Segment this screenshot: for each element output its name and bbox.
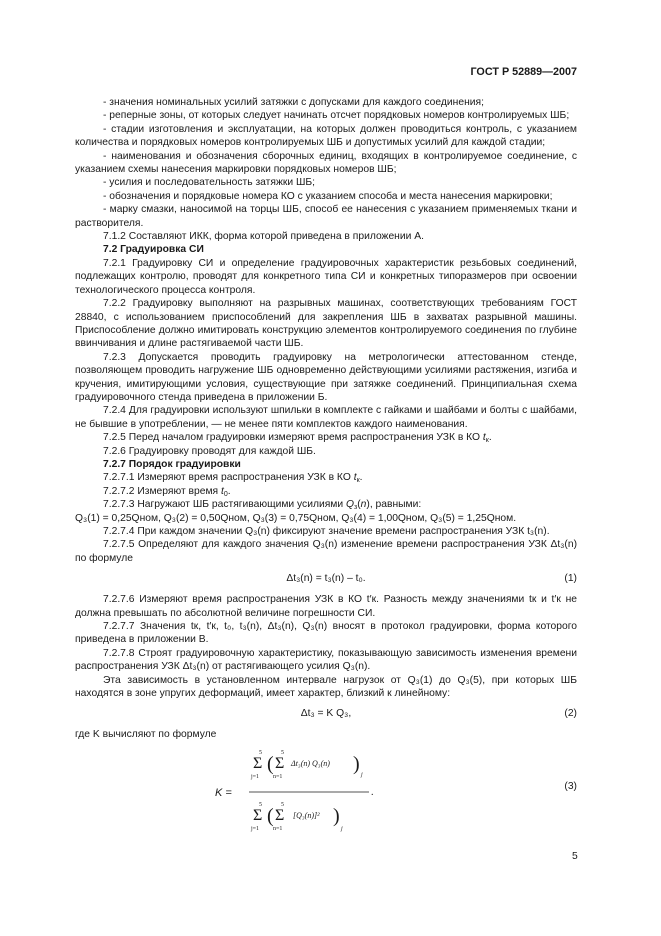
sum-upper-limit: 5	[281, 749, 284, 756]
right-paren-icon: )	[353, 752, 360, 775]
section-heading-7-2: 7.2 Градуировка СИ	[103, 244, 204, 256]
paragraph-7-2-7-7: 7.2.7.7 Значения tк, t′к, t₀, t₃(n), Δt₃(n), Q₃(n) вносят в протокол градуировки, форма которого приведена в приложении В.	[75, 621, 577, 646]
equation-1-number: (1)	[564, 573, 577, 585]
left-paren-icon: (	[267, 804, 274, 827]
list-item: - значения номинальных усилий затяжки с допусками для каждого соединения;	[103, 97, 484, 108]
list-item: - наименования и обозначения сборочных единиц, входящих в контролируемое соединение, с указанием схемы нанесения маркировки порядковых номеров ШБ;	[75, 150, 577, 176]
sum-sign-icon: Σ	[253, 806, 263, 824]
paragraph-7-1-2: 7.1.2 Составляют ИКК, форма которой приведена в приложении А.	[103, 231, 424, 243]
sum-sign-icon: Σ	[253, 754, 263, 772]
paragraph-7-2-7-3: 7.2.7.3 Нагружают ШБ растягивающими усилиями $Q_з(n)$, равными:	[103, 499, 422, 512]
paragraph-where: где K вычисляют по формуле	[75, 729, 217, 741]
equation-1-body: Δt₃(n) = t₃(n) – t₀.	[286, 573, 366, 585]
sum-sign-icon: Σ	[275, 754, 285, 772]
denominator-term: [Q₃(n)]²	[293, 810, 320, 820]
sum-lower-limit: j=1	[251, 773, 260, 780]
equation-3-number: (3)	[564, 780, 577, 792]
paragraph-7-2-7-4: 7.2.7.4 При каждом значении Q₃(n) фиксируют значение времени распространения УЗК t₃(n).	[103, 526, 550, 537]
equation-2-body: Δt₃ = K Q₃,	[300, 708, 352, 720]
paragraph-7-2-1: 7.2.1 Градуировку СИ и определение градуировочных характеристик резьбовых соединений, подлежащих контролю, проводят для конкретного типа СИ и конкретных типоразмеров при освоении технологического процесса контроля.	[75, 257, 577, 296]
paragraph-7-2-5: 7.2.5 Перед началом градуировки измеряют время распространения УЗК в КО $t_к$.	[103, 432, 492, 445]
sum-lower-limit: n=1	[273, 773, 283, 780]
paragraph-7-2-3: 7.2.3 Допускается проводить градуировку на метрологически аттестованном стенде, позволяющем проводить нагружение ШБ одновременно действующими усилиями растяжения, изгиба и кручения, имитирующими условия, существующие при затяжке соединений. Принципиальная схема градуировочного стенда приведена в приложении Б.	[75, 351, 577, 403]
page-number: 5	[572, 851, 578, 862]
sum-upper-limit: 5	[281, 801, 284, 808]
list-item: - усилия и последовательность затяжки ШБ;	[103, 177, 316, 189]
paragraph-7-2-2: 7.2.2 Градуировку выполняют на разрывных машинах, соответствующих требованиям ГОСТ 28840, с использованием приспособлений для закрепления ШБ в захватах разрывной машины. Приспособление должно имитировать конструкцию элементов контролируемого соединения по глубине ввинчивания и длине растягиваемой части ШБ.	[75, 298, 577, 350]
paragraph-7-2-4: 7.2.4 Для градуировки используют шпильки в комплекте с гайками и шайбами и болты с шайбами, не бывшие в употреблении, — не менее пяти комплектов каждого наименования.	[75, 405, 577, 430]
sum-lower-limit: j=1	[251, 825, 260, 832]
sum-sign-icon: Σ	[275, 806, 285, 824]
equation-3-formula	[215, 744, 455, 838]
sum-lower-limit: n=1	[273, 825, 283, 832]
right-paren-icon: )	[333, 804, 340, 827]
paragraph-dependency: Эта зависимость в установленном интервале нагрузок от Q₃(1) до Q₃(5), при которых ШБ находятся в зоне упругих деформаций, имеет характер, близкий к линейному:	[75, 674, 577, 700]
sum-upper-limit: 5	[259, 801, 262, 808]
left-paren-icon: (	[267, 752, 274, 775]
equation-3-period: .	[371, 786, 374, 798]
equation-3-lhs: K =	[215, 786, 232, 799]
section-heading-7-2-7: 7.2.7 Порядок градуировки	[103, 458, 241, 470]
equation-2-number: (2)	[564, 708, 577, 720]
equation-1	[75, 565, 577, 593]
paragraph-7-2-7-8: 7.2.7.8 Строят градуировочную характеристику, показывающую зависимость изменения времени распространения УЗК Δt₃(n) от растягивающего усилия Q₃(n).	[75, 647, 577, 673]
paragraph-7-2-7-1: 7.2.7.1 Измеряют время распространения УЗК в КО $t_к$.	[103, 472, 363, 485]
subscript-j: j	[361, 771, 363, 778]
load-values: Q₃(1) = 0,25Qном, Q₃(2) = 0,50Qном, Q₃(3) = 0,75Qном, Q₃(4) = 1,00Qном, Q₃(5) = 1,25Qном.	[75, 512, 517, 524]
numerator-term: Δt₃(n) Q₃(n)	[291, 758, 330, 768]
document-body	[75, 96, 577, 838]
paragraph-7-2-7-6: 7.2.7.6 Измеряют время распространения УЗК в КО t′к. Разность между значениями tк и t′к не должна превышать по абсолютной величине погрешности СИ.	[75, 594, 577, 619]
paragraph-7-2-7-5: 7.2.7.5 Определяют для каждого значения Q₃(n) изменение времени распространения УЗК Δt₃(n) по формуле	[75, 539, 577, 564]
list-item: - обозначения и порядковые номера КО с указанием способа и места нанесения маркировки;	[103, 190, 553, 202]
equation-3	[75, 744, 577, 838]
equation-2	[75, 700, 577, 728]
paragraph-7-2-6: 7.2.6 Градуировку проводят для каждой ШБ.	[103, 445, 316, 457]
list-item: - марку смазки, наносимой на торцы ШБ, способ ее нанесения с указанием применяемых ткани и растворителя.	[75, 204, 577, 229]
doc-header: ГОСТ Р 52889—2007	[470, 66, 577, 78]
sum-upper-limit: 5	[259, 749, 262, 756]
list-item: - реперные зоны, от которых следует начинать отсчет порядковых номеров контролируемых ШБ;	[103, 110, 570, 122]
subscript-j: j	[341, 825, 343, 832]
list-item: - стадии изготовления и эксплуатации, на которых должен проводиться контроль, с указанием количества и порядковых номеров контролируемых ШБ и допустимых усилий для каждой стадии;	[75, 123, 577, 149]
paragraph-7-2-7-2: 7.2.7.2 Измеряют время $t_0$.	[103, 485, 231, 498]
